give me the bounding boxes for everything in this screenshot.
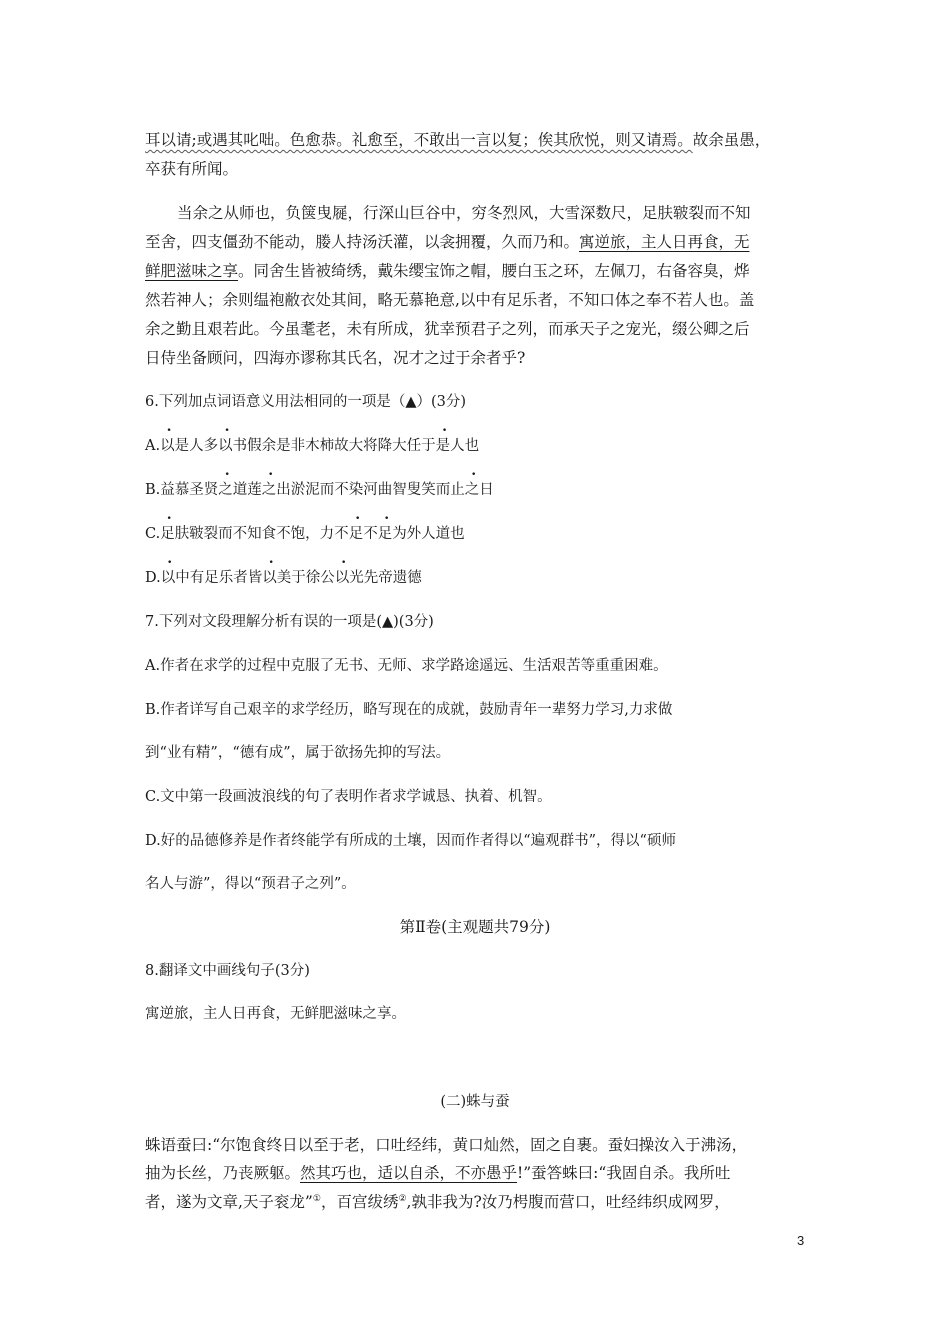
option-d: D.好的品德修养是作者终能学有所成的土壤，因而作者得以“遍观群书”，得以“硕师 <box>145 833 676 849</box>
translation-sentence: 寓逆旅，主人日再食，无鲜肥滋味之享。 <box>145 1006 406 1022</box>
question-stem: 6.下列加点词语意义用法相同的一项是（▲）(3分) <box>145 394 467 410</box>
wavy-underlined-sentence: 耳以请;或遇其叱咄。色愈恭。礼愈至，不敢出一言以复；俟其欣悦，则又请焉。 <box>145 131 693 149</box>
option-a: A.以是人多以书假余是非木柿故大将降大任于是人也 <box>145 434 479 455</box>
underlined-sentence: 然其巧也，适以自杀，不亦愚乎 <box>300 1164 518 1182</box>
question-stem: 7.下列对文段理解分析有误的一项是(▲)(3分) <box>145 614 434 630</box>
option-d: D.以中有足乐者皆以美于徐公以光先帝遗德 <box>145 566 422 587</box>
dotted-word: 以 <box>160 438 175 454</box>
page-number: 3 <box>797 1233 805 1248</box>
dotted-word: 足 <box>160 526 175 542</box>
passage-line: 然若神人；余则缊袍敝衣处其间，略无慕艳意,以中有足乐者，不知口体之奉不若人也。盖 <box>145 291 755 309</box>
passage-line: 抽为长丝，乃丧厥躯。然其巧也，适以自杀，不亦愚乎!”蚕答蛛曰:“我固自杀。我所吐 <box>145 1164 731 1182</box>
passage-line: 至舍，四支僵劲不能动，媵人持汤沃灌，以衾拥覆，久而乃和。寓逆旅，主人日再食，无 <box>145 233 750 251</box>
passage-line: 余之勤且艰若此。今虽耄老，未有所成，犹幸预君子之列，而承天子之宠光，缀公卿之后 <box>145 320 750 338</box>
dotted-word: 之 <box>218 482 233 498</box>
dotted-word: 以 <box>262 570 277 586</box>
passage-line: 卒获有所闻。 <box>145 160 239 178</box>
option-c: C.文中第一段画波浪线的句了表明作者求学诚恳、执着、机智。 <box>145 789 552 805</box>
dotted-word: 足 <box>377 526 393 542</box>
passage-line: 耳以请;或遇其叱咄。色愈恭。礼愈至，不敢出一言以复；俟其欣悦，则又请焉。故余虽愚， <box>145 131 771 149</box>
option-d-continued: 名人与游”，得以“预君子之列”。 <box>145 876 356 892</box>
dotted-word: 以 <box>160 570 176 586</box>
dotted-word: 是 <box>435 438 451 454</box>
dotted-word: 之 <box>261 482 277 498</box>
dotted-word: 以 <box>218 438 233 454</box>
passage-line: 蛛语蚕曰:“尔饱食终日以至于老，口吐经纬，黄口灿然，固之自裹。蚕妇操汝入于沸汤， <box>145 1136 748 1154</box>
passage-line: 鲜肥滋味之享。同舍生皆被绮绣，戴朱缨宝饰之帽，腰白玉之环，左佩刀，右备容臭，烨 <box>145 262 750 280</box>
option-b: B.作者详写自己艰辛的求学经历，略写现在的成就，鼓励青年一辈努力学习,力求做 <box>145 702 673 718</box>
passage-two-title: (二)蛛与蚕 <box>440 1094 510 1110</box>
underlined-sentence: 鲜肥滋味之享 <box>145 262 239 280</box>
underlined-sentence: 寓逆旅，主人日再食，无 <box>579 233 750 251</box>
option-b: B.益慕圣贤之道莲之出淤泥而不染河曲智叟笑而止之日 <box>145 478 494 499</box>
option-b-continued: 到“业有精”，“德有成”，属于欲扬先抑的写法。 <box>145 745 451 761</box>
question-stem: 8.翻译文中画线句子(3分) <box>145 963 310 979</box>
dotted-word: 之 <box>464 482 480 498</box>
footnote-marker: ① <box>312 1193 321 1204</box>
dotted-word: 以 <box>334 570 350 586</box>
passage-line: 者，遂为文章,天子衮龙”①，百宫绂绣②,孰非我为?汝乃枵腹而营口，吐经纬织成网罗， <box>145 1193 730 1211</box>
passage-line: 日侍坐备顾问，四海亦谬称其氏名，况才之过于余者乎? <box>145 349 526 367</box>
footnote-marker: ② <box>398 1193 407 1204</box>
option-c: C.足肤皲裂而不知食不饱，力不足不足为外人道也 <box>145 522 465 543</box>
passage-line: 当余之从师也，负箧曳屣，行深山巨谷中，穷冬烈风，大雪深数尺，足肤皲裂而不知 <box>177 204 751 222</box>
section-title: 第Ⅱ卷(主观题共79分) <box>399 918 551 936</box>
dotted-word: 足 <box>348 526 364 542</box>
option-a: A.作者在求学的过程中克服了无书、无师、求学路途遥远、生活艰苦等重重困难。 <box>145 658 668 674</box>
